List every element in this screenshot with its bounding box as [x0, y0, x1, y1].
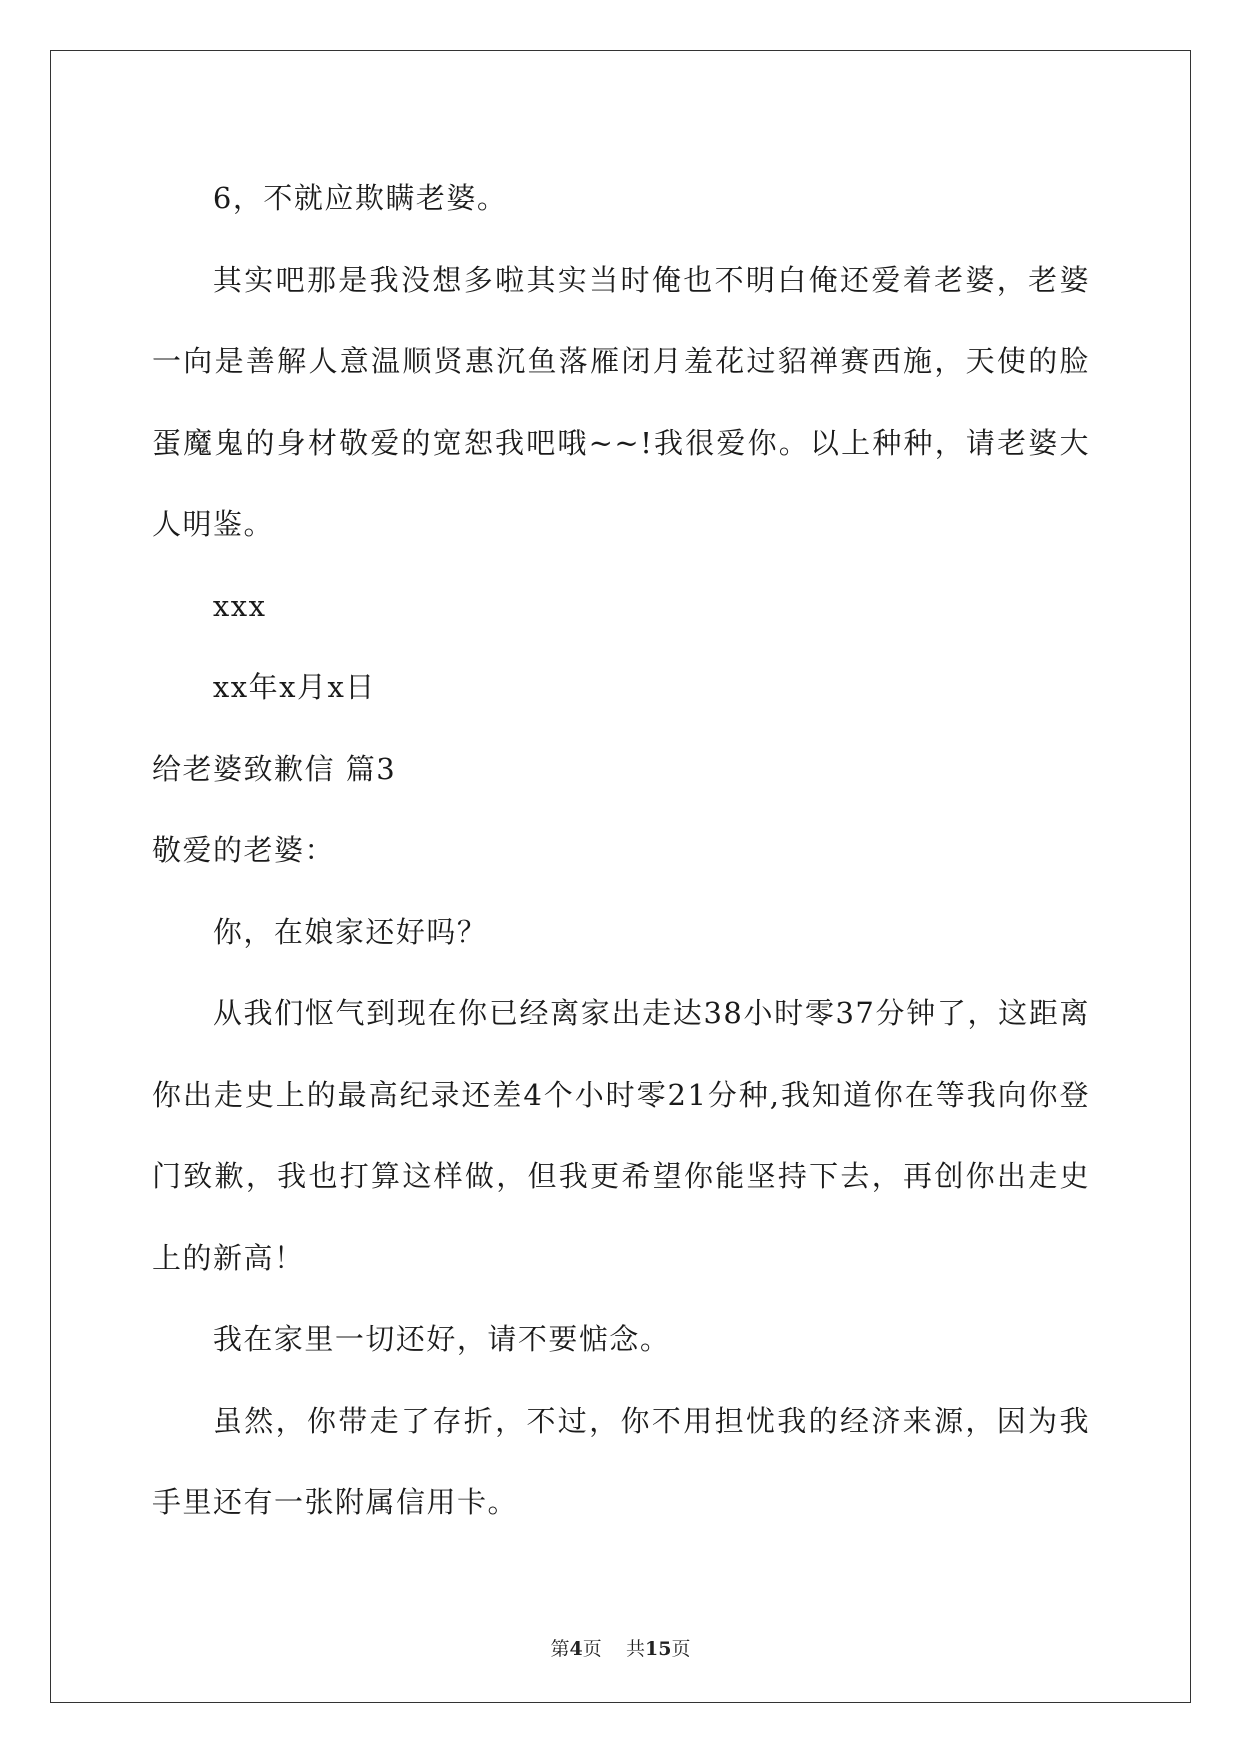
paragraph-2: 其实吧那是我没想多啦其实当时俺也不明白俺还爱着老婆，老婆一向是善解人意温顺贤惠沉鱼落雁闭月羞花过貂禅赛西施，天使的脸蛋魔鬼的身材敬爱的宽恕我吧哦~~!我很爱你。以上种种，请老婆大人明鉴。 [152, 262, 1090, 541]
current-page-number: 4 [569, 1638, 583, 1660]
paragraph-5: 虽然，你带走了存折，不过，你不用担忧我的经济来源，因为我手里还有一张附属信用卡。 [152, 1403, 1090, 1519]
total-pages-number: 15 [644, 1638, 672, 1660]
document-body [152, 158, 1090, 1544]
section-heading: 给老婆致歉信 篇3 [152, 751, 397, 786]
signature-name: xxx [212, 588, 267, 623]
footer-total-prefix: 共 [625, 1638, 645, 1660]
paragraph-4: 我在家里一切还好，请不要惦念。 [212, 1322, 671, 1356]
footer-page-unit: 页 [582, 1638, 602, 1660]
paragraph-3: 从我们怄气到现在你已经离家出走达38小时零37分钟了，这距离你出走史上的最高纪录还差4个小时零21分种,我知道你在等我向你登门致歉，我也打算这样做，但我更希望你能坚持下去，再创你出走史上的新高！ [152, 996, 1090, 1275]
paragraph-1: 6，不就应欺瞒老婆。 [212, 181, 508, 215]
signature-date: xx年x月x日 [212, 670, 376, 704]
salutation: 敬爱的老婆： [152, 833, 336, 867]
paragraph-greeting: 你，在娘家还好吗？ [212, 914, 488, 949]
footer-prefix: 第 [550, 1638, 570, 1660]
footer-total-unit: 页 [671, 1638, 691, 1660]
page-footer [0, 1634, 1241, 1661]
